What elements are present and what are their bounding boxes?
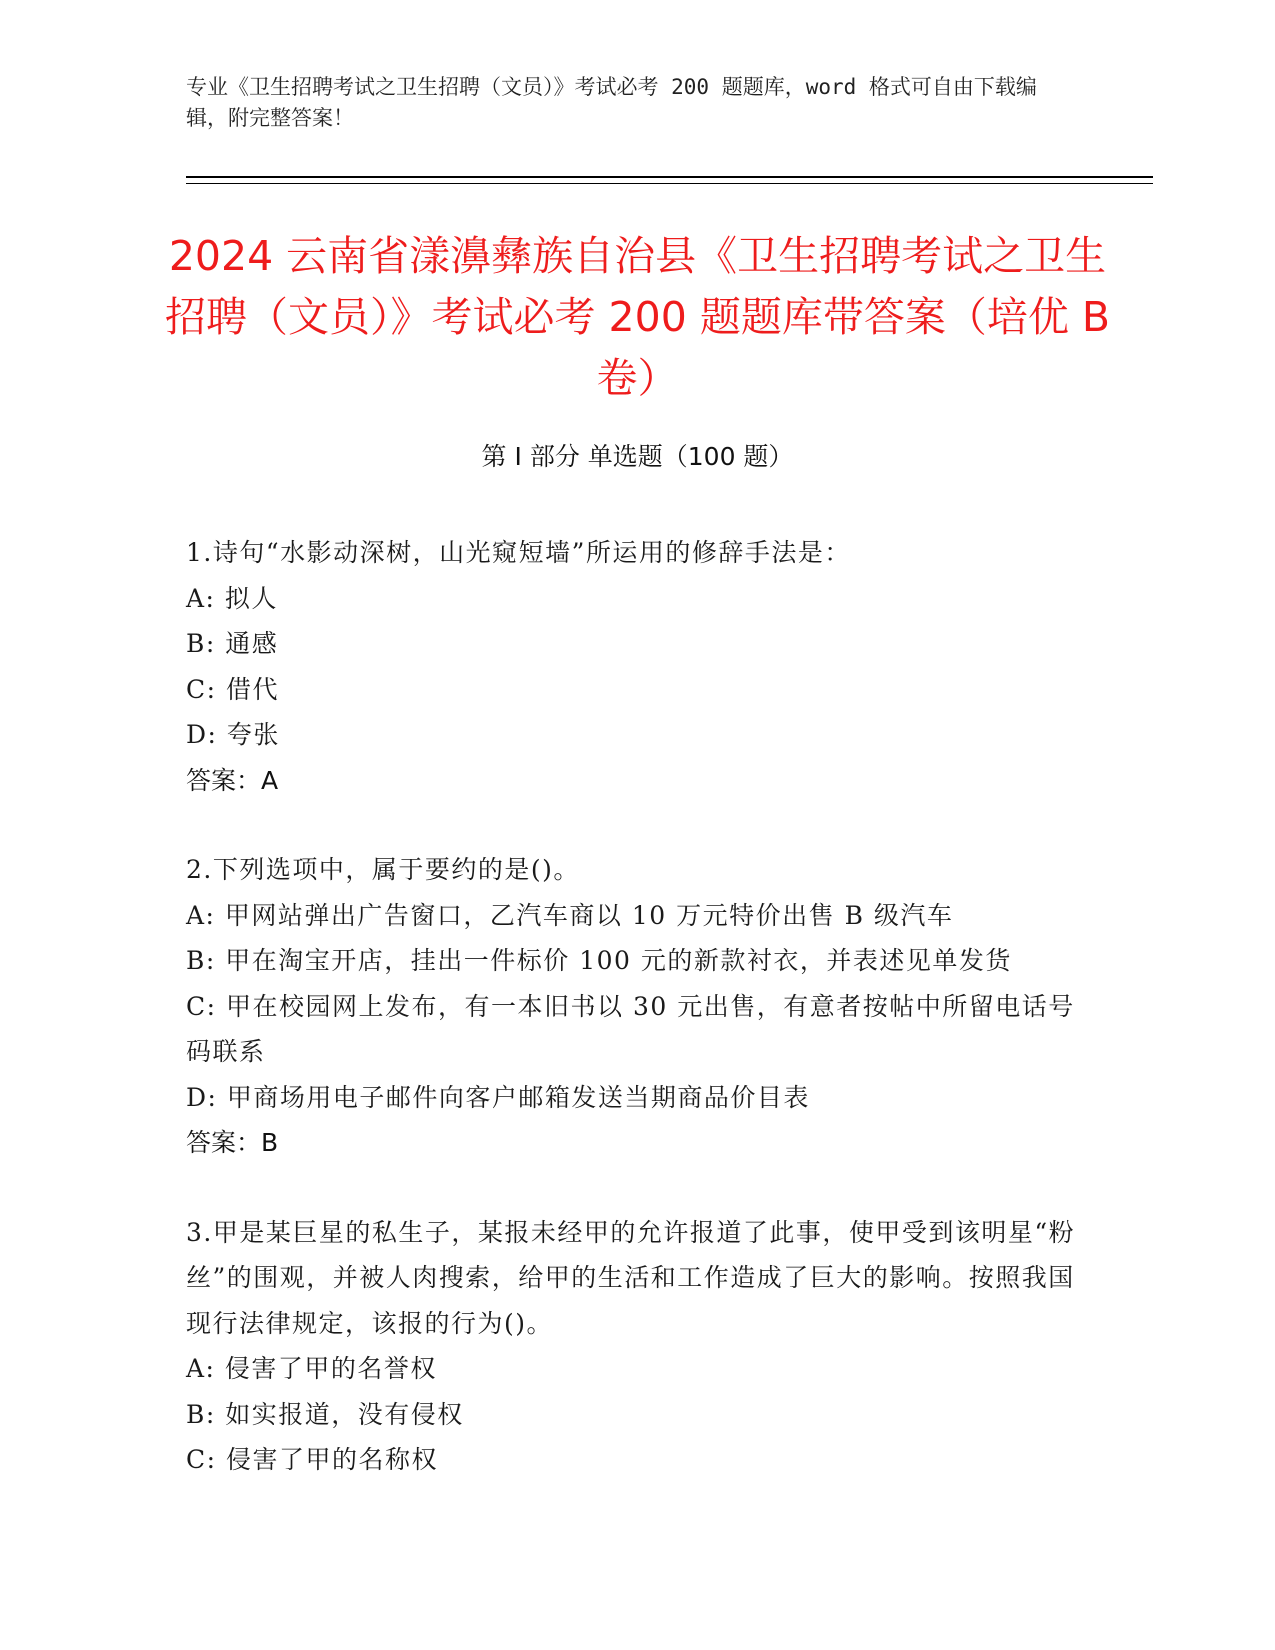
header-note: 专业《卫生招聘考试之卫生招聘（文员）》考试必考 200 题题库，word 格式可自由下载编辑，附完整答案！ — [186, 75, 1037, 130]
answer-line: 答案：B — [186, 1128, 279, 1157]
question-stem: 2.下列选项中，属于要约的是()。 — [186, 855, 580, 884]
question-stem: 3.甲是某巨星的私生子，某报未经甲的允许报道了此事，使甲受到该明星“粉丝”的围观，并被人肉搜索，给甲的生活和工作造成了巨大的影响。按照我国现行法律规定，该报的行为()。 — [186, 1217, 1076, 1338]
option-b: B: 甲在淘宝开店，挂出一件标价 100 元的新款衬衣，并表述见单发货 — [186, 946, 1012, 975]
question-list — [186, 530, 1076, 1527]
header-rule-thick — [186, 176, 1153, 178]
header-rule-thin — [186, 183, 1153, 184]
option-b: B: 如实报道，没有侵权 — [186, 1399, 464, 1429]
option-a: A: 拟人 — [186, 583, 278, 613]
question-item — [186, 530, 1076, 803]
question-item — [186, 847, 1076, 1166]
option-a: A: 侵害了甲的名誉权 — [186, 1354, 437, 1383]
option-c: C: 侵害了甲的名称权 — [186, 1445, 438, 1474]
option-c: C: 借代 — [186, 674, 279, 704]
option-c: C: 甲在校园网上发布，有一本旧书以 30 元出售，有意者按帖中所留电话号码联系 — [186, 991, 1075, 1066]
option-b: B: 通感 — [186, 629, 279, 658]
question-item — [186, 1210, 1076, 1483]
document-title: 2024 云南省漾濞彝族自治县《卫生招聘考试之卫生招聘（文员）》考试必考 200 题题库带答案（培优 B 卷） — [165, 232, 1110, 402]
section-title: 第 I 部分 单选题（100 题） — [481, 442, 794, 471]
option-d: D: 夸张 — [186, 720, 280, 749]
answer-line: 答案：A — [186, 765, 279, 795]
option-d: D: 甲商场用电子邮件向客户邮箱发送当期商品价目表 — [186, 1082, 810, 1112]
question-stem: 1.诗句“水影动深树，山光窥短墙”所运用的修辞手法是： — [186, 538, 851, 567]
option-a: A: 甲网站弹出广告窗口，乙汽车商以 10 万元特价出售 B 级汽车 — [186, 900, 954, 930]
